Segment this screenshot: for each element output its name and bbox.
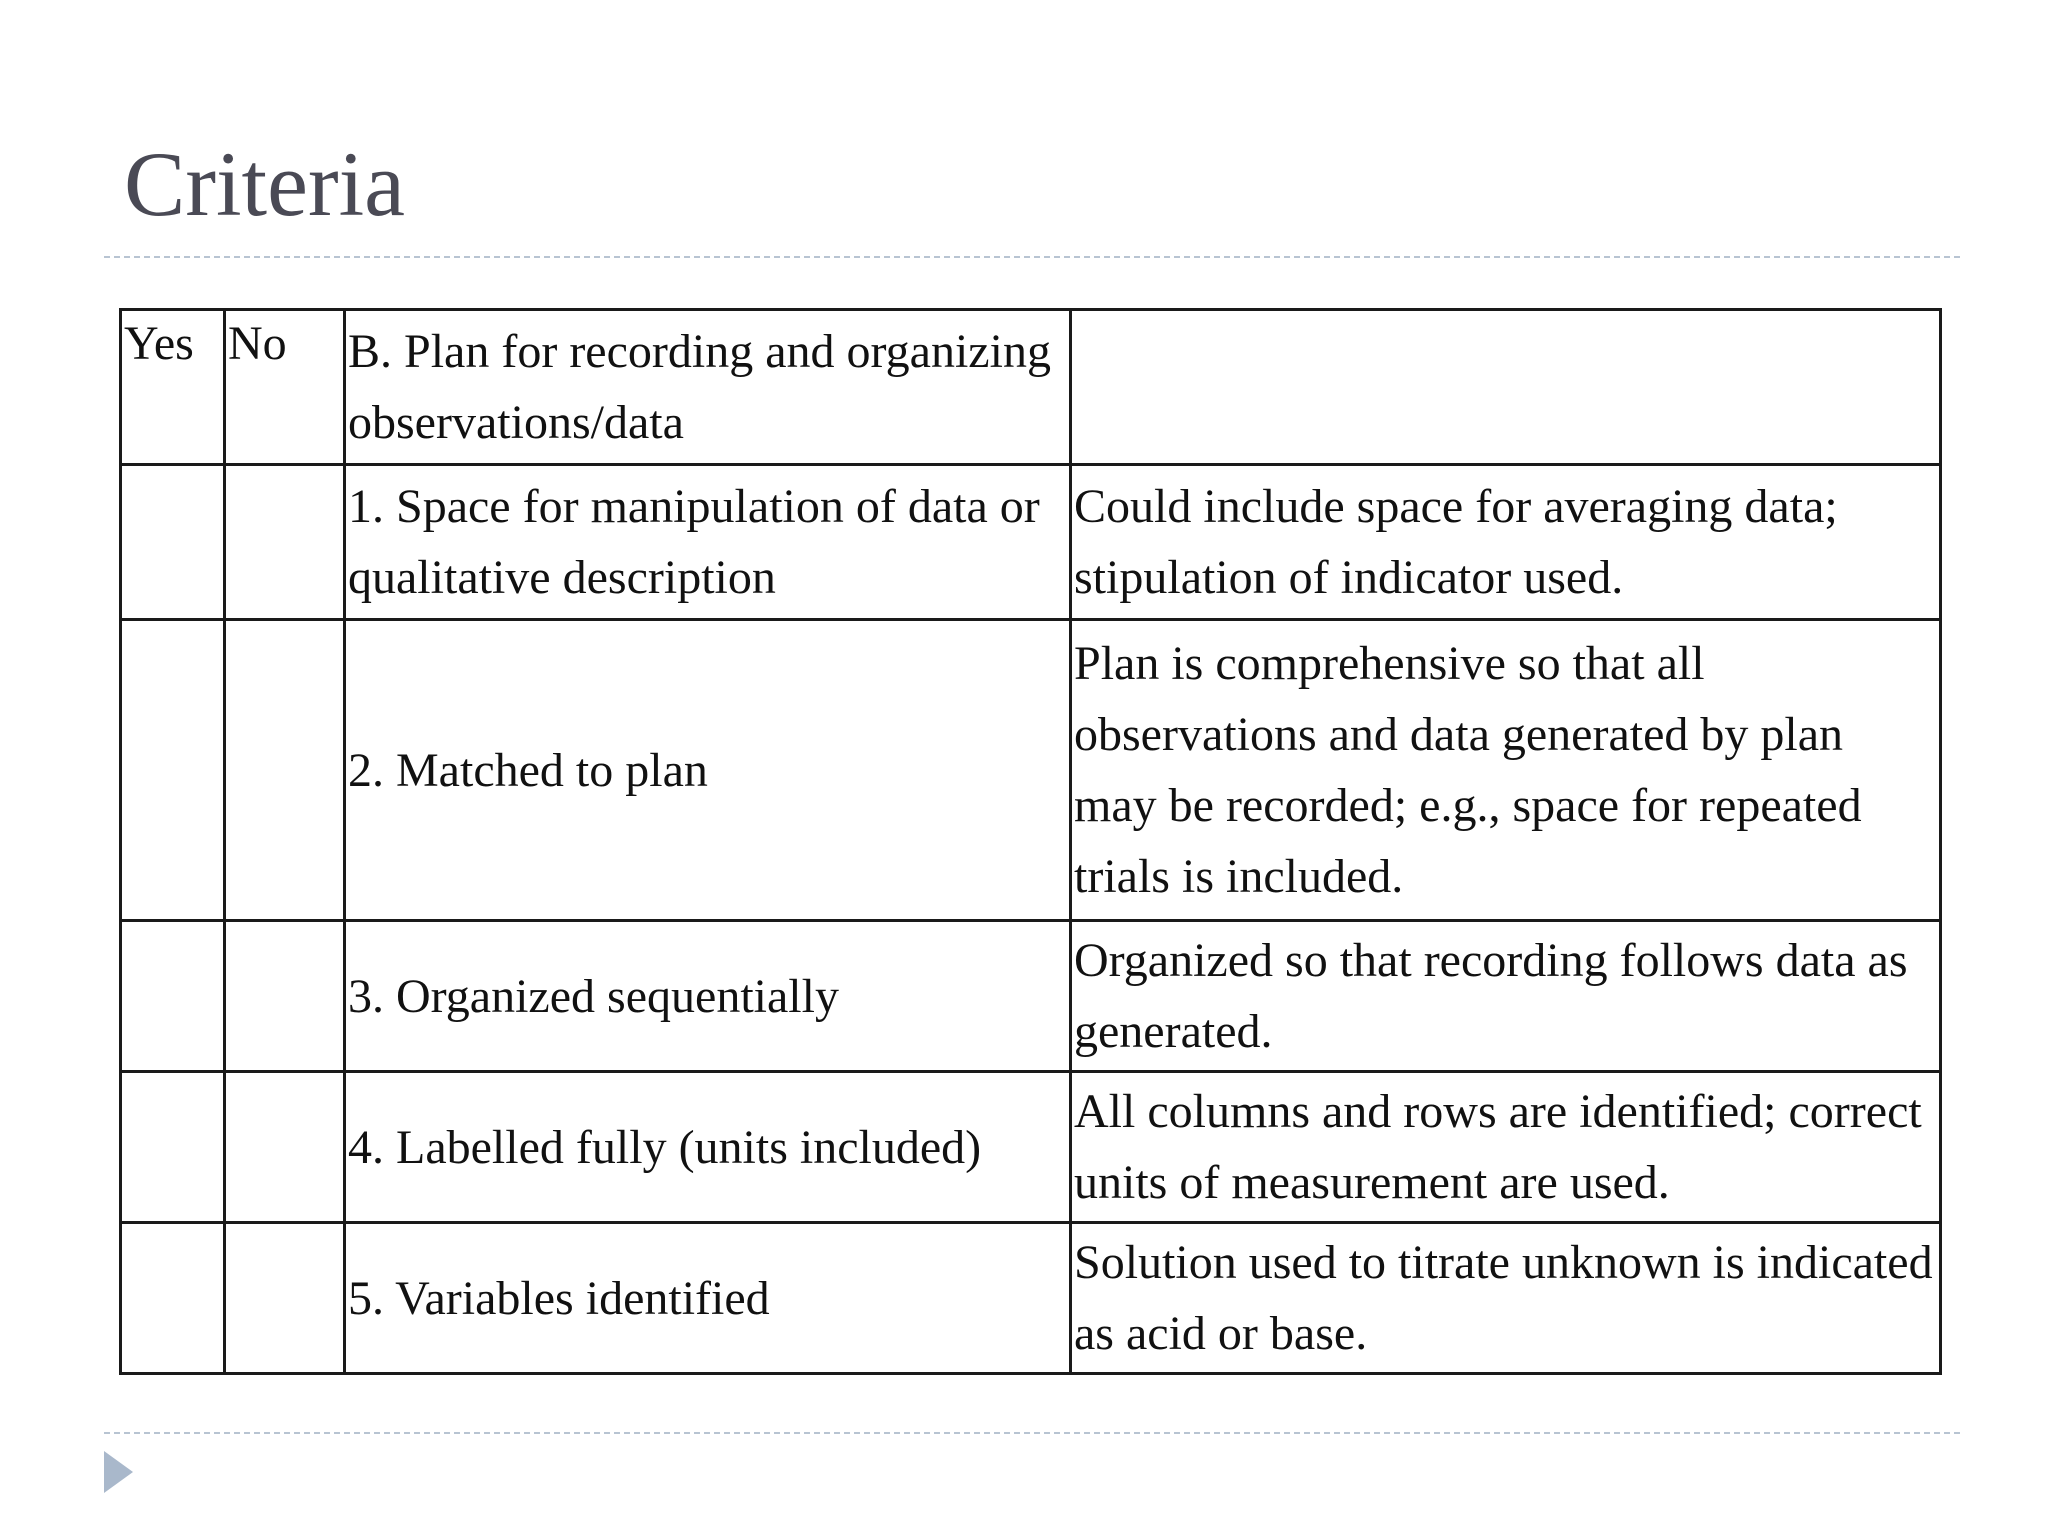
yes-cell bbox=[121, 620, 225, 921]
no-cell bbox=[225, 921, 345, 1072]
title-divider bbox=[104, 256, 1960, 258]
criterion-cell: 2. Matched to plan bbox=[345, 620, 1071, 921]
no-cell bbox=[225, 1223, 345, 1374]
description-cell: Could include space for averaging data; stipulation of indicator used. bbox=[1071, 465, 1941, 620]
yes-cell bbox=[121, 1223, 225, 1374]
no-cell bbox=[225, 465, 345, 620]
description-cell: Plan is comprehensive so that all observations and data generated by plan may be recorded; e.g., space for repeated trials is included. bbox=[1071, 620, 1941, 921]
header-yes: Yes bbox=[121, 310, 225, 465]
table-row bbox=[121, 1223, 1941, 1374]
table-row bbox=[121, 620, 1941, 921]
header-criterion: B. Plan for recording and organizing observations/data bbox=[345, 310, 1071, 465]
description-cell: Solution used to titrate unknown is indicated as acid or base. bbox=[1071, 1223, 1941, 1374]
yes-cell bbox=[121, 1072, 225, 1223]
table-header-row bbox=[121, 310, 1941, 465]
header-description bbox=[1071, 310, 1941, 465]
table-row bbox=[121, 1072, 1941, 1223]
yes-cell bbox=[121, 465, 225, 620]
table-row bbox=[121, 465, 1941, 620]
play-triangle-icon bbox=[104, 1451, 133, 1493]
criteria-table bbox=[119, 308, 1942, 1375]
footer-divider bbox=[104, 1432, 1960, 1434]
criterion-cell: 3. Organized sequentially bbox=[345, 921, 1071, 1072]
criterion-cell: 5. Variables identified bbox=[345, 1223, 1071, 1374]
header-no: No bbox=[225, 310, 345, 465]
criterion-cell: 1. Space for manipulation of data or qualitative description bbox=[345, 465, 1071, 620]
description-cell: Organized so that recording follows data as generated. bbox=[1071, 921, 1941, 1072]
criterion-cell: 4. Labelled fully (units included) bbox=[345, 1072, 1071, 1223]
no-cell bbox=[225, 1072, 345, 1223]
no-cell bbox=[225, 620, 345, 921]
description-cell: All columns and rows are identified; correct units of measurement are used. bbox=[1071, 1072, 1941, 1223]
table-row bbox=[121, 921, 1941, 1072]
yes-cell bbox=[121, 921, 225, 1072]
slide-title: Criteria bbox=[124, 133, 405, 235]
